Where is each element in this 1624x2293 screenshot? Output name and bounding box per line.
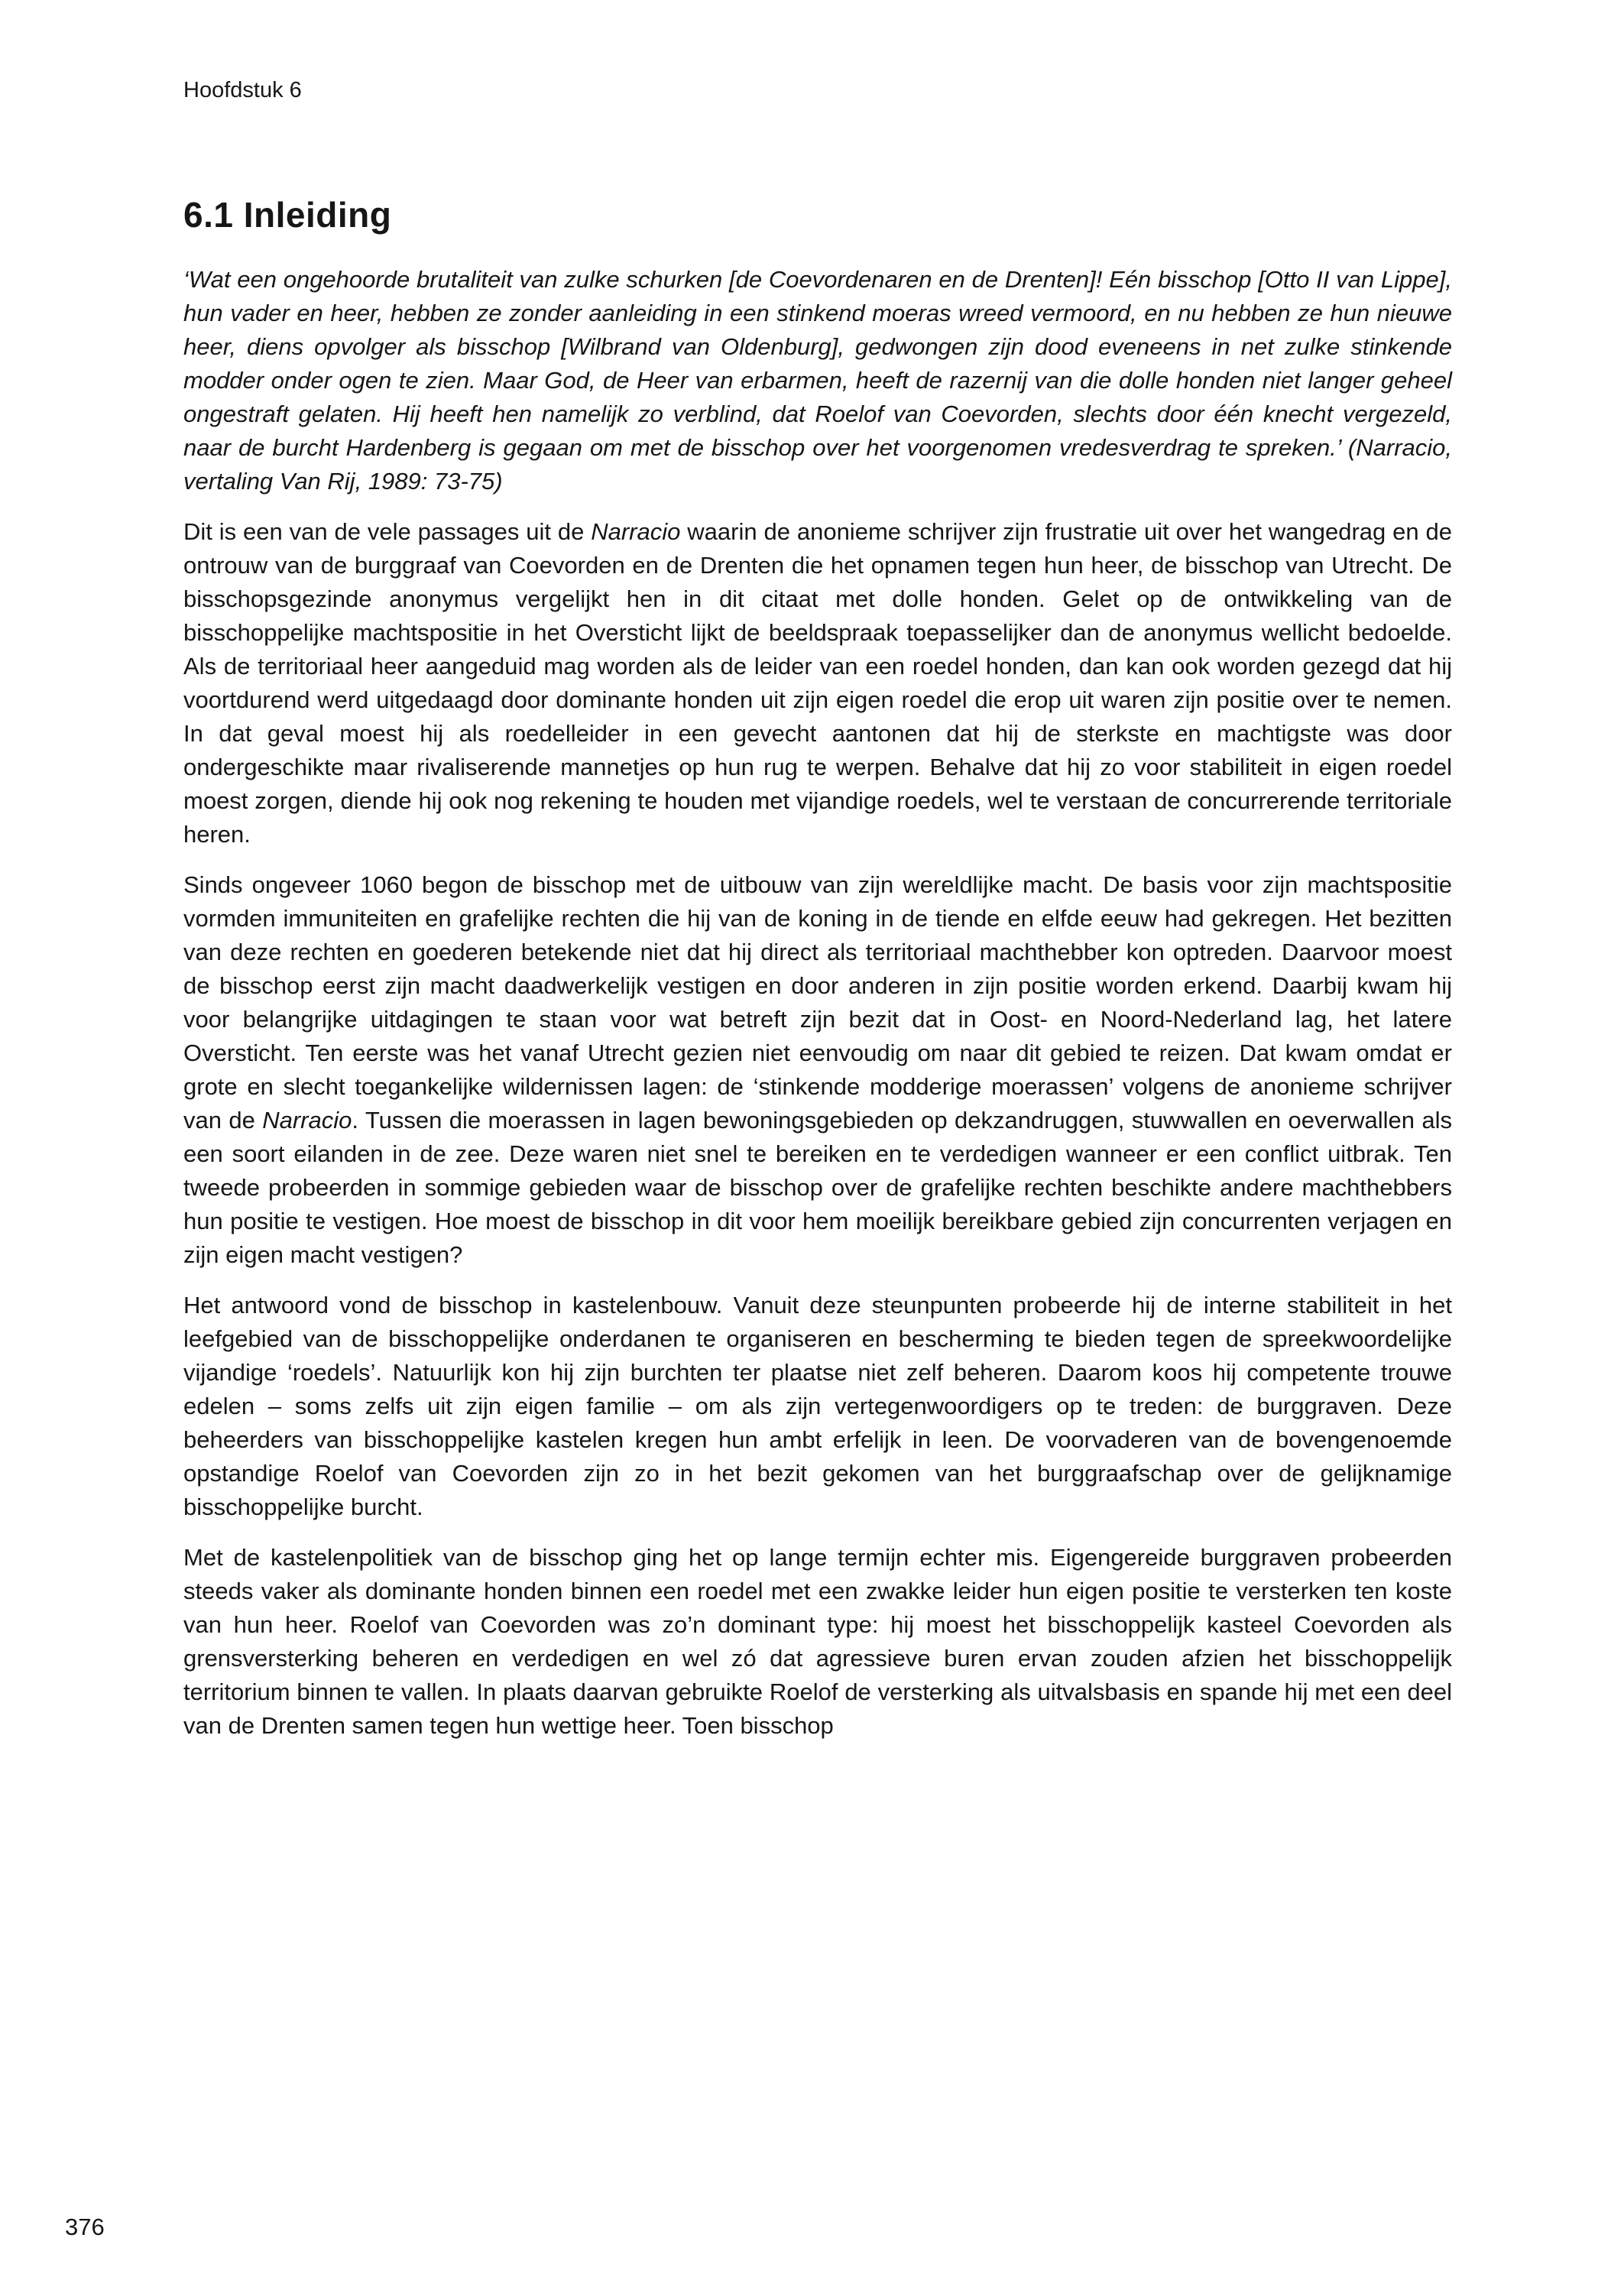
body-paragraph: Met de kastelenpolitiek van de bisschop ging het op lange termijn echter mis. Eigengereide burggraven probeerden steeds vaker als dominante honden binnen een roedel met een zwakke leider hun eigen positie te versterken ten koste van hun heer. Roelof van Coevorden was zo’n dominant type: hij moest het bisschoppelijk kasteel Coevorden als grensversterking beheren en verdedigen en wel zó dat agressieve buren ervan zouden afzien het bisschoppelijk territorium binnen te vallen. In plaats daarvan gebruikte Roelof de versterking als uitvalsbasis en spande hij met een deel van de Drenten samen tegen hun wettige heer. Toen bisschop xyxy=(183,1544,1452,1739)
running-header: Hoofdstuk 6 xyxy=(183,78,302,102)
body-paragraph: Dit is een van de vele passages uit de Narracio waarin de anonieme schrijver zijn frustratie uit over het wangedrag en de ontrouw van de burggraaf van Coevorden en de Drenten die het opnamen tegen hun heer, de bisschop van Utrecht. De bisschopsgezinde anonymus vergelijkt hen in dit citaat met dolle honden. Gelet op de ontwikkeling van de bisschoppelijke machtspositie in het Oversticht lijkt de beeldspraak toepasselijker dan de anonymus wellicht bedoelde. Als de territoriaal heer aangeduid mag worden als de leider van een roedel honden, dan kan ook worden gezegd dat hij voortdurend werd uitgedaagd door dominante honden uit zijn eigen roedel die erop uit waren zijn positie over te nemen. In dat geval moest hij als roedelleider in een gevecht aantonen dat hij de sterkste en machtigste was door ondergeschikte maar rivaliserende mannetjes op hun rug te werpen. Behalve dat hij zo voor stabiliteit in eigen roedel moest zorgen, diende hij ook nog rekening te houden met vijandige roedels, wel te verstaan de concurrerende territoriale heren. xyxy=(183,518,1452,848)
page-number: 376 xyxy=(65,2214,105,2240)
block-quote: ‘Wat een ongehoorde brutaliteit van zulke schurken [de Coevordenaren en de Drenten]! Eén bisschop [Otto II van Lippe], hun vader en heer, hebben ze zonder aanleiding in een stinkend moeras wreed vermoord, en nu hebben ze hun nieuwe heer, diens opvolger als bisschop [Wilbrand van Oldenburg], gedwongen zijn dood eveneens in net zulke stinkende modder onder ogen te zien. Maar God, de Heer van erbarmen, heeft de razernij van die dolle honden niet langer geheel ongestraft gelaten. Hij heeft hen namelijk zo verblind, dat Roelof van Coevorden, slechts door één knecht vergezeld, naar de burcht Hardenberg is gegaan om met de bisschop over het voorgenomen vredesverdrag te spreken.’ (Narracio, vertaling Van Rij, 1989: 73-75) xyxy=(183,266,1452,495)
page-content xyxy=(183,76,1452,1743)
body-paragraph: Het antwoord vond de bisschop in kastelenbouw. Vanuit deze steunpunten probeerde hij de interne stabiliteit in het leefgebied van de bisschoppelijke onderdanen te organiseren en bescherming te bieden tegen de spreekwoordelijke vijandige ‘roedels’. Natuurlijk kon hij zijn burchten ter plaatse niet zelf beheren. Daarom koos hij competente trouwe edelen – soms zelfs uit zijn eigen familie – om als zijn vertegenwoordigers op te treden: de burggraven. Deze beheerders van bisschoppelijke kastelen kregen hun ambt erfelijk in leen. De voorvaderen van de bovengenoemde opstandige Roelof van Coevorden zijn zo in het bezit gekomen van het burggraafschap over de gelijknamige bisschoppelijke burcht. xyxy=(183,1292,1452,1520)
body-paragraph: Sinds ongeveer 1060 begon de bisschop met de uitbouw van zijn wereldlijke macht. De basis voor zijn machtspositie vormden immuniteiten en grafelijke rechten die hij van de koning in de tiende en elfde eeuw had gekregen. Het bezitten van deze rechten en goederen betekende niet dat hij direct als territoriaal machthebber kon optreden. Daarvoor moest de bisschop eerst zijn macht daadwerkelijk vestigen en door anderen in zijn positie worden erkend. Daarbij kwam hij voor belangrijke uitdagingen te staan voor wat betreft zijn bezit dat in Oost- en Noord-Nederland lag, het latere Oversticht. Ten eerste was het vanaf Utrecht gezien niet eenvoudig om naar dit gebied te reizen. Dat kwam omdat er grote en slecht toegankelijke wildernissen lagen: de ‘stinkende modderige moerassen’ volgens de anonieme schrijver van de Narracio. Tussen die moerassen in lagen bewoningsgebieden op dekzandruggen, stuwwallen en oeverwallen als een soort eilanden in de zee. Deze waren niet snel te bereiken en te verdedigen wanneer er een conflict uitbrak. Ten tweede probeerden in sommige gebieden waar de bisschop over de grafelijke rechten beschikte andere machthebbers hun positie te vestigen. Hoe moest de bisschop in dit voor hem moeilijk bereikbare gebied zijn concurrenten verjagen en zijn eigen macht vestigen? xyxy=(183,871,1452,1268)
section-heading: 6.1 Inleiding xyxy=(183,195,392,235)
